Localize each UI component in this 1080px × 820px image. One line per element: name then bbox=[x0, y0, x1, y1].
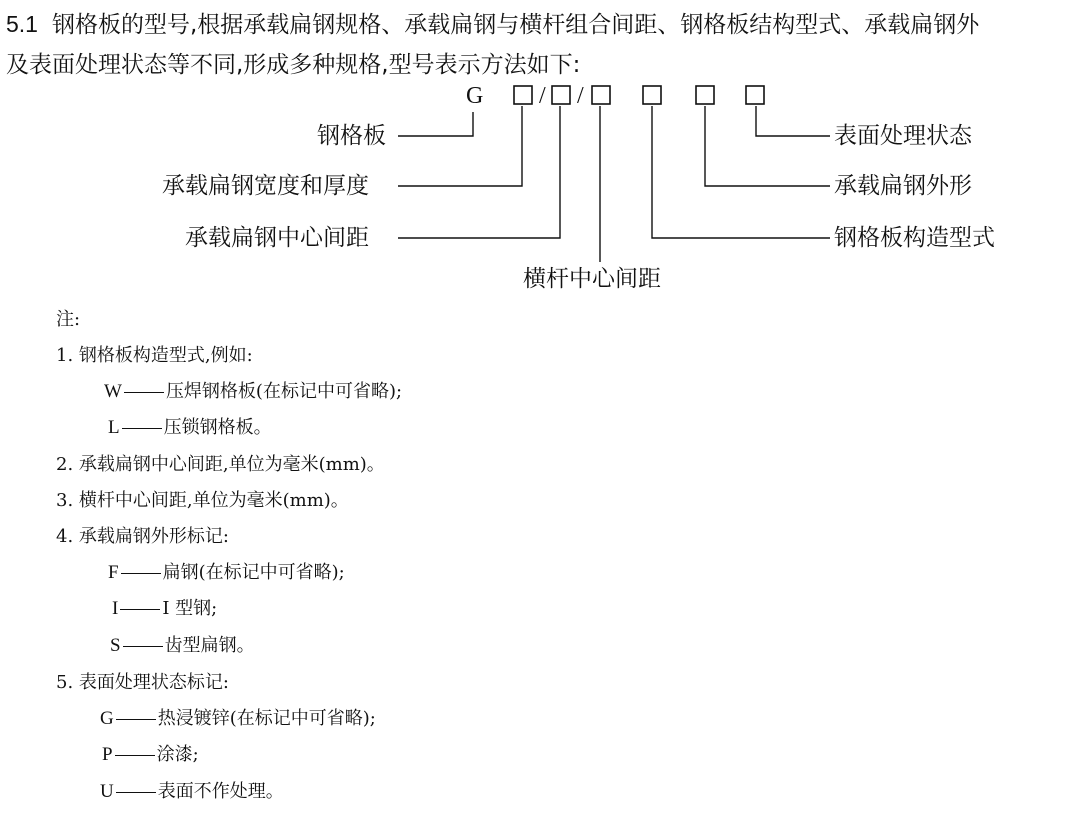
em-dash bbox=[123, 646, 163, 647]
code-desc: 热浸镀锌(在标记中可省略); bbox=[157, 708, 376, 729]
note-3: 3. 横杆中心间距,单位为毫米(mm)。 bbox=[56, 490, 349, 511]
code-letter: W bbox=[104, 381, 122, 402]
label-grating: 钢格板 bbox=[317, 123, 386, 149]
code-letter: I bbox=[112, 598, 119, 619]
note-2: 2. 承载扁钢中心间距,单位为毫米(mm)。 bbox=[56, 454, 385, 475]
note-5: 5. 表面处理状态标记: bbox=[56, 672, 229, 693]
leader-line-construction bbox=[652, 106, 830, 238]
notes-title: 注: bbox=[56, 309, 81, 330]
em-dash bbox=[121, 573, 161, 574]
code-desc: I 型钢; bbox=[162, 598, 218, 619]
note-5-item-u bbox=[100, 779, 284, 805]
leader-line-bar-width bbox=[398, 106, 522, 186]
note-4: 4. 承载扁钢外形标记: bbox=[56, 526, 229, 547]
code-desc: 齿型扁钢。 bbox=[164, 635, 255, 656]
section-number: 5.1 bbox=[6, 11, 38, 37]
code-letter: F bbox=[108, 562, 119, 583]
code-letter: L bbox=[108, 417, 120, 438]
label-crossbar-spacing: 横杆中心间距 bbox=[523, 266, 661, 292]
code-letter: U bbox=[100, 781, 114, 802]
code-desc: 压焊钢格板(在标记中可省略); bbox=[165, 381, 403, 402]
code-letter: S bbox=[110, 635, 121, 656]
label-bar-width-thickness: 承载扁钢宽度和厚度 bbox=[162, 173, 369, 199]
placeholder-box-5 bbox=[696, 86, 714, 104]
leader-line-bar-spacing bbox=[398, 106, 560, 238]
em-dash bbox=[120, 609, 160, 610]
leader-line-surface bbox=[756, 106, 830, 136]
note-4-item-s bbox=[110, 633, 255, 659]
em-dash bbox=[124, 392, 164, 393]
label-surface-treatment: 表面处理状态 bbox=[834, 123, 972, 149]
intro-line-2: 及表面处理状态等不同,形成多种规格,型号表示方法如下: bbox=[6, 52, 581, 78]
em-dash bbox=[116, 792, 156, 793]
placeholder-box-2 bbox=[552, 86, 570, 104]
intro-line-1: 钢格板的型号,根据承载扁钢规格、承载扁钢与横杆组合间距、钢格板结构型式、承载扁钢外 bbox=[51, 12, 980, 38]
code-letter: P bbox=[102, 744, 113, 765]
code-prefix: G bbox=[466, 83, 484, 109]
label-bar-center-spacing: 承载扁钢中心间距 bbox=[185, 225, 369, 251]
placeholder-box-1 bbox=[514, 86, 532, 104]
note-4-item-f bbox=[108, 560, 345, 586]
model-code-diagram bbox=[0, 0, 1080, 300]
note-1-item-w bbox=[104, 379, 402, 405]
note-1: 1. 钢格板构造型式,例如: bbox=[56, 345, 253, 366]
code-desc: 扁钢(在标记中可省略); bbox=[162, 562, 345, 583]
code-desc: 压锁钢格板。 bbox=[163, 417, 272, 438]
em-dash bbox=[122, 428, 162, 429]
placeholder-box-3 bbox=[592, 86, 610, 104]
code-letter: G bbox=[100, 708, 114, 729]
code-slash-2: / bbox=[577, 83, 584, 109]
note-4-item-i bbox=[112, 596, 217, 622]
placeholder-box-4 bbox=[643, 86, 661, 104]
leader-line-bar-shape bbox=[705, 106, 830, 186]
code-desc: 表面不作处理。 bbox=[157, 781, 284, 802]
label-construction-type: 钢格板构造型式 bbox=[834, 225, 995, 251]
note-5-item-p bbox=[102, 742, 199, 768]
placeholder-box-6 bbox=[746, 86, 764, 104]
em-dash bbox=[115, 755, 155, 756]
note-1-item-l bbox=[108, 415, 272, 441]
code-slash-1: / bbox=[539, 83, 546, 109]
leader-line-grating bbox=[398, 112, 473, 136]
code-desc: 涂漆; bbox=[156, 744, 199, 765]
note-5-item-g bbox=[100, 706, 376, 732]
label-bar-shape: 承载扁钢外形 bbox=[834, 173, 972, 199]
em-dash bbox=[116, 719, 156, 720]
